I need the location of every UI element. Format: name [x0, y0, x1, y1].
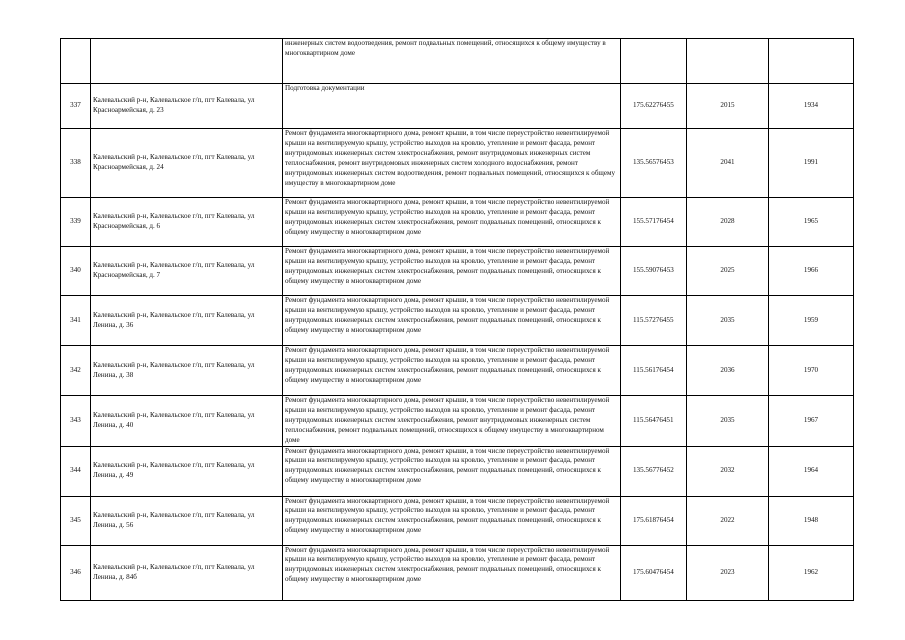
planned-year-cell: 2025: [687, 247, 769, 296]
row-number: 344: [61, 446, 91, 496]
table-row: [61, 396, 854, 447]
repair-works-cell: Ремонт фундамента многоквартирного дома, ремонт крыши, в том числе переустройство невентилируемой крыши на вентилируемую крышу, устройство выходов на кровлю, утепление и ремонт фасада, ремонт внутридомовых инженерных систем электроснабжения, ремонт подвальных помещений, относящихся к общему имуществу в многоквартирном доме: [283, 496, 621, 545]
repair-works-cell: Подготовка документации: [283, 84, 621, 129]
row-number: 339: [61, 198, 91, 247]
table-row: [61, 198, 854, 247]
repair-works-cell: Ремонт фундамента многоквартирного дома, ремонт крыши, в том числе переустройство невентилируемой крыши на вентилируемую крышу, устройство выходов на кровлю, утепление и ремонт фасада, ремонт внутридомовых инженерных систем электроснабжения, ремонт подвальных помещений, относящихся к общему имуществу в многоквартирном доме: [283, 545, 621, 600]
row-number: 346: [61, 545, 91, 600]
row-number: 337: [61, 84, 91, 129]
planned-year-cell: 2032: [687, 446, 769, 496]
cost-cell: 115.57276455: [621, 296, 687, 346]
cost-cell: 115.56476451: [621, 396, 687, 447]
build-year-cell: 1991: [769, 129, 854, 198]
build-year-cell: 1934: [769, 84, 854, 129]
repair-works-cell: Ремонт фундамента многоквартирного дома, ремонт крыши, в том числе переустройство невентилируемой крыши на вентилируемую крышу, устройство выходов на кровлю, утепление и ремонт фасада, ремонт внутридомовых инженерных систем электроснабжения, ремонт подвальных помещений, относящихся к общему имуществу в многоквартирном доме: [283, 346, 621, 396]
table-row: [61, 39, 854, 84]
planned-year-cell: 2036: [687, 346, 769, 396]
build-year-cell: [769, 39, 854, 84]
planned-year-cell: 2041: [687, 129, 769, 198]
table-row: [61, 296, 854, 346]
build-year-cell: 1970: [769, 346, 854, 396]
address-cell: Калевальский р-н, Калевальское г/п, пгт Калевала, ул Ленина, д. 40: [91, 396, 283, 447]
table-body: [61, 39, 854, 601]
repair-works-cell: Ремонт фундамента многоквартирного дома, ремонт крыши, в том числе переустройство невентилируемой крыши на вентилируемую крышу, устройство выходов на кровлю, утепление и ремонт фасада, ремонт внутридомовых инженерных систем электроснабжения, ремонт подвальных помещений, относящихся к общему имуществу в многоквартирном доме: [283, 247, 621, 296]
cost-cell: 115.56176454: [621, 346, 687, 396]
repair-works-cell: Ремонт фундамента многоквартирного дома, ремонт крыши, в том числе переустройство невентилируемой крыши на вентилируемую крышу, устройство выходов на кровлю, утепление и ремонт фасада, ремонт внутридомовых инженерных систем электроснабжения, ремонт подвальных помещений, относящихся к общему имуществу в многоквартирном доме: [283, 198, 621, 247]
row-number: 340: [61, 247, 91, 296]
build-year-cell: 1959: [769, 296, 854, 346]
cost-cell: [621, 39, 687, 84]
table-row: [61, 247, 854, 296]
row-number: 342: [61, 346, 91, 396]
cost-cell: 135.56776452: [621, 446, 687, 496]
address-cell: [91, 39, 283, 84]
build-year-cell: 1964: [769, 446, 854, 496]
planned-year-cell: [687, 39, 769, 84]
cost-cell: 135.56576453: [621, 129, 687, 198]
repair-works-cell: Ремонт фундамента многоквартирного дома, ремонт крыши, в том числе переустройство невентилируемой крыши на вентилируемую крышу, устройство выходов на кровлю, утепление и ремонт фасада, ремонт внутридомовых инженерных систем электроснабжения, ремонт подвальных помещений, относящихся к общему имуществу в многоквартирном доме: [283, 446, 621, 496]
address-cell: Калевальский р-н, Калевальское г/п, пгт Калевала, ул Ленина, д. 56: [91, 496, 283, 545]
address-cell: Калевальский р-н, Калевальское г/п, пгт Калевала, ул Красноармейская, д. 6: [91, 198, 283, 247]
planned-year-cell: 2035: [687, 296, 769, 346]
table-row: [61, 84, 854, 129]
build-year-cell: 1965: [769, 198, 854, 247]
table-row: [61, 129, 854, 198]
planned-year-cell: 2023: [687, 545, 769, 600]
row-number: 338: [61, 129, 91, 198]
repair-works-cell: Ремонт фундамента многоквартирного дома, ремонт крыши, в том числе переустройство невентилируемой крыши на вентилируемую крышу, устройство выходов на кровлю, утепление и ремонт фасада, ремонт внутридомовых инженерных систем электроснабжения, ремонт внутридомовых инженерных систем теплоснабжения, ремонт внутридомовых инженерных систем холодного водоснабжения, ремонт внутридомовых инженерных систем водоотведения, ремонт подвальных помещений, относящихся к общему имуществу в многоквартирном доме: [283, 129, 621, 198]
address-cell: Калевальский р-н, Калевальское г/п, пгт Калевала, ул Ленина, д. 49: [91, 446, 283, 496]
planned-year-cell: 2022: [687, 496, 769, 545]
cost-cell: 175.61876454: [621, 496, 687, 545]
row-number: 341: [61, 296, 91, 346]
build-year-cell: 1966: [769, 247, 854, 296]
address-cell: Калевальский р-н, Калевальское г/п, пгт Калевала, ул Ленина, д. 38: [91, 346, 283, 396]
repair-works-cell: Ремонт фундамента многоквартирного дома, ремонт крыши, в том числе переустройство невентилируемой крыши на вентилируемую крышу, устройство выходов на кровлю, утепление и ремонт фасада, ремонт внутридомовых инженерных систем электроснабжения, ремонт внутридомовых инженерных систем теплоснабжения, ремонт подвальных помещений, относящихся к общему имуществу в многоквартирном доме: [283, 396, 621, 447]
cost-cell: 175.62276455: [621, 84, 687, 129]
row-number: [61, 39, 91, 84]
row-number: 345: [61, 496, 91, 545]
planned-year-cell: 2015: [687, 84, 769, 129]
table-row: [61, 545, 854, 600]
build-year-cell: 1948: [769, 496, 854, 545]
housing-repair-table: [60, 38, 854, 601]
address-cell: Калевальский р-н, Калевальское г/п, пгт Калевала, ул Красноармейская, д. 24: [91, 129, 283, 198]
table-row: [61, 346, 854, 396]
address-cell: Калевальский р-н, Калевальское г/п, пгт Калевала, ул Ленина, д. 84б: [91, 545, 283, 600]
address-cell: Калевальский р-н, Калевальское г/п, пгт Калевала, ул Красноармейская, д. 7: [91, 247, 283, 296]
build-year-cell: 1962: [769, 545, 854, 600]
cost-cell: 155.59076453: [621, 247, 687, 296]
row-number: 343: [61, 396, 91, 447]
address-cell: Калевальский р-н, Калевальское г/п, пгт Калевала, ул Красноармейская, д. 23: [91, 84, 283, 129]
table-row: [61, 446, 854, 496]
cost-cell: 175.60476454: [621, 545, 687, 600]
table-row: [61, 496, 854, 545]
cost-cell: 155.57176454: [621, 198, 687, 247]
repair-works-cell: Ремонт фундамента многоквартирного дома, ремонт крыши, в том числе переустройство невентилируемой крыши на вентилируемую крышу, устройство выходов на кровлю, утепление и ремонт фасада, ремонт внутридомовых инженерных систем электроснабжения, ремонт подвальных помещений, относящихся к общему имуществу в многоквартирном доме: [283, 296, 621, 346]
address-cell: Калевальский р-н, Калевальское г/п, пгт Калевала, ул Ленина, д. 36: [91, 296, 283, 346]
planned-year-cell: 2028: [687, 198, 769, 247]
planned-year-cell: 2035: [687, 396, 769, 447]
repair-works-cell: инженерных систем водоотведения, ремонт подвальных помещений, относящихся к общему имуществу в многоквартирном доме: [283, 39, 621, 84]
build-year-cell: 1967: [769, 396, 854, 447]
